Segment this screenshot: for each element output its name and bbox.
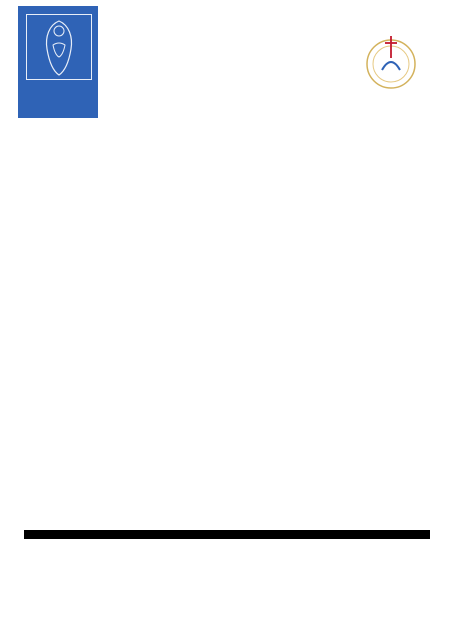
schedule [24,520,428,539]
lower-notes [24,0,428,18]
gap [24,0,428,8]
event-logo [342,28,440,106]
day2-mass-line [24,8,428,18]
announce2-row [25,537,429,538]
readings [24,520,428,530]
mass-schedule-table [24,530,430,539]
parish-logo [18,6,98,118]
madonna-image [26,14,92,80]
